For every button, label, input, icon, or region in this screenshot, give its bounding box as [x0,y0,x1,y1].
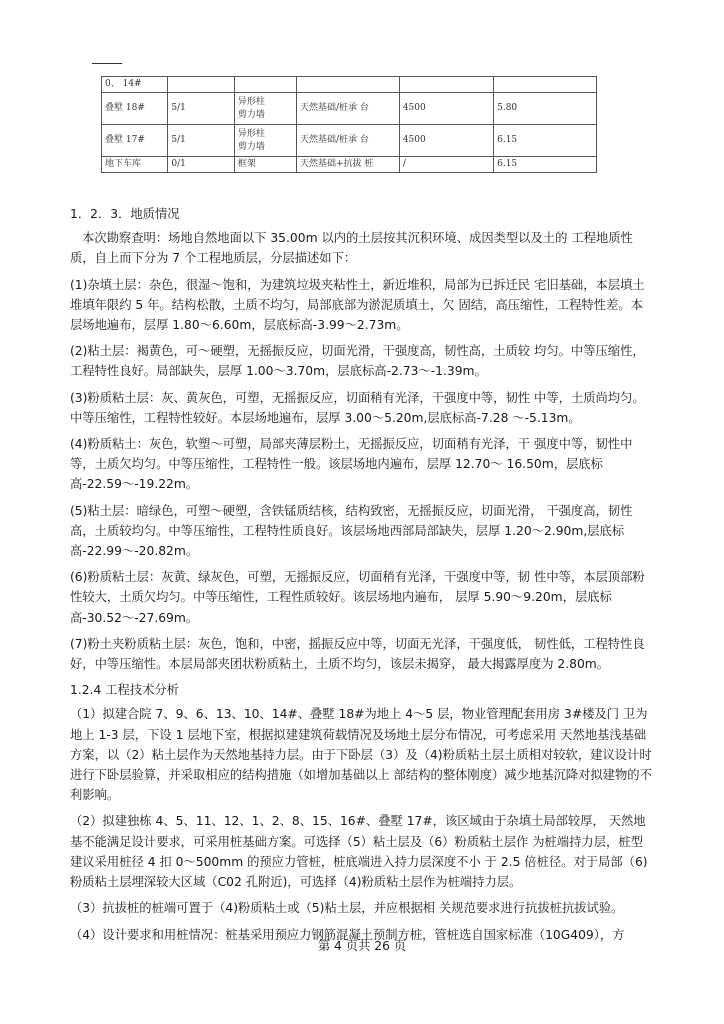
cell-line: 剪力墙 [237,141,265,152]
table-cell: 天然基础/桩承 台 [296,125,399,157]
soil-layer-list [70,275,654,675]
table-cell: 4500 [399,93,493,125]
table-row [102,93,597,125]
soil-layer-paragraph: (5)粘土层：暗绿色，可塑～硬塑，含铁锰质结核，结构致密，无摇振反应，切面光滑， 干强度高，韧性高，土质较均匀。中等压缩性，工程特性质良好。该层场地西部局部缺失，层厚 1.20～2.90m,层底标高-22.99～-20.82m。 [70,503,633,559]
cell-line: 剪力墙 [237,109,265,120]
document-body [70,204,654,951]
table-cell: 叠墅 18# [102,93,168,125]
section-heading-geology: 1．2．3．地质情况 [70,207,180,221]
soil-layer-paragraph: (6)粉质粘土层：灰黄、绿灰色，可塑，无摇振反应，切面稍有光泽，干强度中等，韧 性中等，本层顶部粉性较大，土质欠均匀。中等压缩性，工程性质较好。该层场地内遍布， 层厚 5.90～9.20m，层底标高-30.52～-27.69m。 [70,570,645,625]
table-cell: 5.80 [494,93,597,125]
analysis-paragraph: （2）拟建独栋 4、5、11、12、1、2、8、15、16#、叠墅 17#，该区域由于杂填土局部较厚， 天然地基不能满足设计要求，可采用桩基础方案。可选择（5）粘土层及（6）粉质粘土层作 为桩端持力层，桩型建议采用桩径 4 扣 0～500mm 的预应力管桩，桩底端进入持力层深度不小 于 2.5 倍桩径。对于局部（6)粉质粘土层埋深较大区域（C02 孔附近)，可选择（4)粉质粘土层作为桩端持力层。 [70,814,648,890]
table-cell: 天然基础/桩承 台 [296,93,399,125]
table-cell: 框架 [234,157,296,173]
table-cell: 4500 [399,125,493,157]
table-cell [168,77,234,93]
table-cell: 天然基础+抗拔 桩 [296,157,399,173]
table-cell: / [399,157,493,173]
analysis-paragraph: （3）抗拔桩的桩端可置于（4)粉质粘土或（5)粘土层，并应根据相 关规范要求进行抗拔桩抗拔试验。 [70,901,624,916]
table-cell: 0、 14# [102,77,168,93]
analysis-list [70,704,654,944]
building-table [101,76,597,173]
geology-intro: 本次勘察查明：场地自然地面以下 35.00m 以内的土层按其沉积环境、成因类型以及土的 工程地质性质，自上而下分为 7 个工程地质层，分层描述如下： [70,231,633,266]
table-cell: 6.15 [494,157,597,173]
table-cell: 5/1 [168,93,234,125]
cell-line: 异形柱 [237,128,265,139]
table-row [102,157,597,173]
table-cell [234,77,296,93]
section-heading-analysis: 1.2.4 工程技术分析 [70,683,179,698]
soil-layer-paragraph: (2)粘土层：褐黄色，可～硬塑，无摇振反应，切面光滑，干强度高，韧性高，土质较 均匀。中等压缩性，工程特性良好。局部缺失，层厚 1.00～3.70m，层底标高-2.73～-1.39m。 [70,344,645,379]
table-cell [234,125,296,157]
table-row [102,125,597,157]
table-cell: 5/1 [168,125,234,157]
table-cell: 6.15 [494,125,597,157]
table-cell: 叠墅 17# [102,125,168,157]
page-footer: 第 4 页共 26 页 [317,939,407,953]
cell-line: 异形柱 [237,96,265,107]
table-row [102,77,597,93]
soil-layer-paragraph: (1)杂填土层：杂色，很湿～饱和，为建筑垃圾夹粘性土，新近堆积，局部为已拆迁民 宅旧基础，本层填土堆填年限约 5 年。结构松散，土质不均匀，局部底部为淤泥质填土，欠 固结，高压缩性，工程特性差。本层场地遍布，层厚 1.80～6.60m，层底标高-3.99～2.73m。 [70,277,645,333]
soil-layer-paragraph: (3)粉质粘土层：灰、黄灰色，可塑，无摇振反应，切面稍有光泽，干强度中等，韧性 中等，土质尚均匀。中等压缩性，工程特性较好。本层场地遍布，层厚 3.00～5.20m,层底标高-7.28 ～-5.13m。 [70,390,645,425]
header-rule [92,63,122,64]
table-cell [234,93,296,125]
analysis-paragraph: （1）拟建合院 7、9、6、13、10、14#、叠墅 18#为地上 4～5 层，物业管理配套用房 3#楼及门 卫为地上 1-3 层，下设 1 层地下室，根据拟建建筑荷载情况及场地土层分布情况，可考虑采用 天然地基浅基础方案，以（2）粘土层作为天然地基持力层。由于下卧层（3）及（4)粉质粘土层土质相对较软，建议设计时进行下卧层验算，并采取相应的结构措施（如增加基础以上 部结构的整体刚度）减少地基沉降对拟建物的不利影响。 [70,707,652,803]
table-cell [494,77,597,93]
table-cell: 地下车库 [102,157,168,173]
soil-layer-paragraph: (7)粉土夹粉质粘土层：灰色，饱和，中密，摇振反应中等，切面无光泽，干强度低， 韧性低，工程特性良好，中等压缩性。本层局部夹团状粉质粘土，土质不均匀，该层未揭穿， 最大揭露厚度为 2.80m。 [70,636,645,672]
soil-layer-paragraph: (4)粉质粘土：灰色，软塑～可塑，局部夹薄层粉土，无摇振反应，切面稍有光泽，干 强度中等，韧性中等，土质欠均匀。中等压缩性，工程特性一般。该层场地内遍布，层厚 12.70～ 16.50m，层底标高-22.59～-19.22m。 [70,437,633,492]
table-cell: 0/1 [168,157,234,173]
table-cell [296,77,399,93]
table-cell [399,77,493,93]
analysis-paragraph: （4）设计要求和用桩情况：桩基采用预应力钢筋混凝土预制方桩，管桩选自国家标准（10G409），方 [70,927,625,942]
